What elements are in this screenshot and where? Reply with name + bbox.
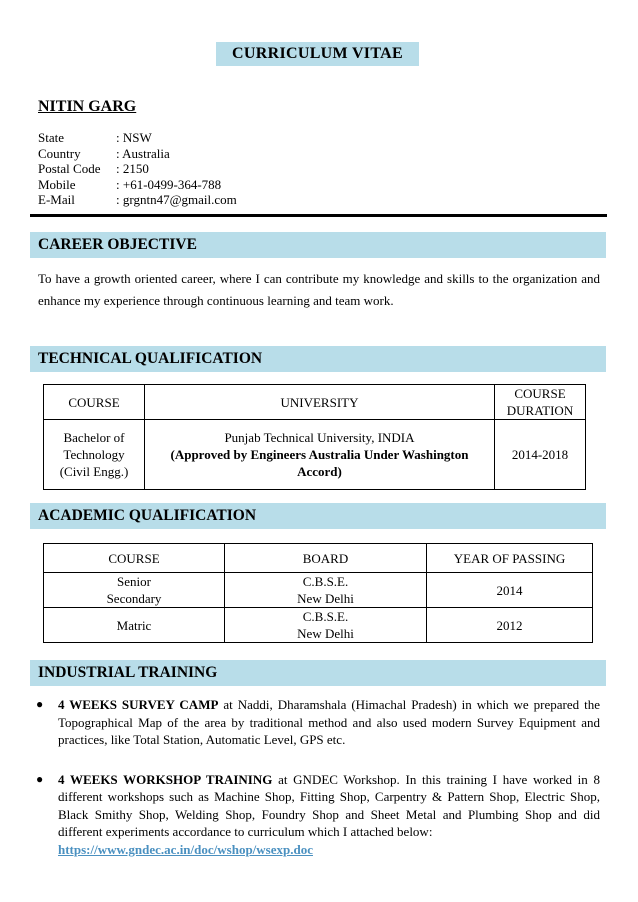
header-divider (30, 214, 607, 217)
info-value: : Australia (116, 145, 170, 161)
list-item (36, 771, 600, 859)
info-value: : +61-0499-364-788 (116, 176, 222, 192)
board-cell (225, 573, 427, 608)
candidate-name: NITIN GARG (38, 98, 137, 115)
table-row (44, 608, 593, 643)
info-label: State (38, 130, 64, 145)
board-line: C.B.S.E. (302, 574, 349, 589)
course-cell (44, 420, 145, 490)
workshop-experiments-link[interactable]: https://www.gndec.ac.in/doc/wshop/wsexp.doc (58, 841, 313, 857)
document-title: CURRICULUM VITAE (216, 42, 419, 66)
info-label: Country (38, 145, 81, 161)
info-value: : 2150 (116, 161, 149, 176)
course-cell: Senior Secondary (44, 573, 225, 608)
list-item (36, 696, 600, 749)
info-row-email (38, 192, 237, 208)
course-line: Technology (63, 447, 125, 462)
section-heading-academic-qualification: ACADEMIC QUALIFICATION (30, 503, 606, 529)
university-approval-note: (Approved by Engineers Australia Under Washington Accord) (170, 447, 469, 479)
table-row (44, 573, 593, 608)
table-header-cell: COURSE DURATION (495, 385, 586, 420)
section-heading-technical-qualification: TECHNICAL QUALIFICATION (30, 346, 606, 372)
training-list (36, 696, 600, 858)
table-header-cell: COURSE (44, 544, 225, 573)
course-line: Bachelor of (63, 430, 125, 445)
university-cell (145, 420, 495, 490)
table-header-cell: BOARD (225, 544, 427, 573)
training-description: at GNDEC Workshop. In this training I have worked in 8 different workshops such as Machine Shop, Fitting Shop, Carpentry & Pattern Shop, Electric Shop, Black Smithy Shop, Welding Shop, Foundry Shop and Sheet Metal and Plumbing Shop and did different experiments accordance to curriculum which I attached below: (58, 771, 600, 839)
university-name: Punjab Technical University, INDIA (224, 430, 415, 445)
contact-info (38, 130, 237, 208)
board-cell (225, 608, 427, 643)
board-line: C.B.S.E. (302, 609, 349, 624)
table-row (44, 420, 586, 490)
info-label: Mobile (38, 176, 76, 192)
section-heading-career-objective: CAREER OBJECTIVE (30, 232, 606, 258)
bullet-icon: ● (36, 771, 44, 786)
section-heading-industrial-training: INDUSTRIAL TRAINING (30, 660, 606, 686)
training-title: 4 WEEKS SURVEY CAMP (58, 697, 219, 712)
table-header-row (44, 544, 593, 573)
board-line: New Delhi (297, 626, 354, 641)
year-cell: 2014 (427, 573, 593, 608)
info-row-country (38, 146, 237, 162)
course-cell: Matric (44, 608, 225, 643)
table-header-cell: YEAR OF PASSING (427, 544, 593, 573)
info-label: Postal Code (38, 161, 101, 176)
info-row-state (38, 130, 237, 146)
info-row-postal-code (38, 161, 237, 177)
board-line: New Delhi (297, 591, 354, 606)
training-title: 4 WEEKS WORKSHOP TRAINING (58, 771, 273, 787)
info-row-mobile (38, 177, 237, 193)
bullet-icon: ● (36, 697, 44, 711)
course-line: (Civil Engg.) (59, 464, 129, 479)
year-cell: 2012 (427, 608, 593, 643)
technical-qualification-table (43, 384, 586, 490)
career-objective-text: To have a growth oriented career, where I can contribute my knowledge and skills to the organization and enhance my experience through continuous learning and team work. (38, 271, 600, 308)
table-header-cell: COURSE (44, 385, 145, 420)
academic-qualification-table (43, 543, 593, 643)
email-value[interactable]: : grgntn47@gmail.com (116, 192, 237, 207)
table-header-row (44, 385, 586, 420)
info-value: : NSW (116, 130, 152, 145)
duration-cell: 2014-2018 (495, 420, 586, 490)
info-label: E-Mail (38, 192, 75, 207)
training-description: at Naddi, Dharamshala (Himachal Pradesh) in which we prepared the Topographical Map of the area by traditional method and also used modern Survey Equipment and practices, like Total Station, Automatic Level, GPS etc. (58, 697, 600, 747)
table-header-cell: UNIVERSITY (145, 385, 495, 420)
